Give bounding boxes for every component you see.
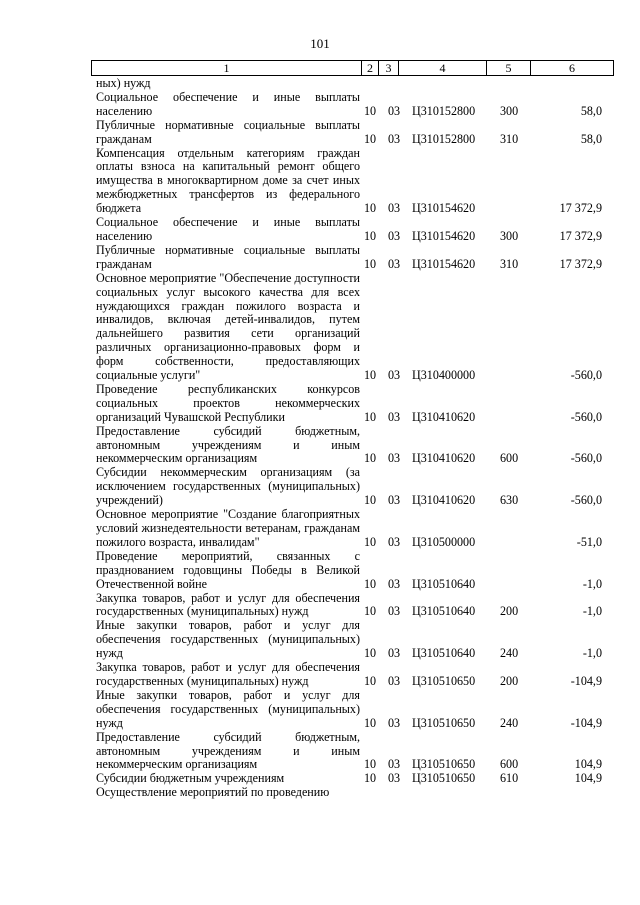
row-cell-c5: 300: [500, 103, 519, 118]
row-cell-c3: 03: [388, 368, 401, 383]
row-cell-c4: Ц310510650: [412, 757, 476, 772]
row-name-cell: Осуществление мероприятий по проведению: [96, 785, 330, 800]
row-cell-c4: Ц310410620: [412, 493, 476, 508]
row-cell-c2: 10: [364, 201, 377, 216]
table-row: [91, 147, 614, 217]
row-cell-c6: -560,0: [570, 368, 602, 383]
row-cell-c6: -560,0: [570, 451, 602, 466]
page-number: 101: [310, 36, 330, 51]
row-name-cell: Субсидии бюджетным учреждениям: [96, 771, 285, 786]
row-name-cell: Закупка товаров, работ и услуг для обеспечения государственных (муниципальных) нужд: [96, 660, 360, 688]
row-name-cell: Публичные нормативные социальные выплаты гражданам: [96, 242, 360, 271]
row-cell-c5: 600: [500, 757, 519, 772]
row-cell-c2: 10: [364, 646, 377, 661]
column-header-3: 3: [379, 61, 399, 75]
row-cell-c6: -51,0: [576, 534, 602, 549]
table-row: [91, 731, 614, 773]
row-cell-c6: 17 372,9: [559, 201, 602, 216]
row-cell-c6: -560,0: [570, 409, 602, 424]
row-cell-c4: Ц310154620: [412, 201, 476, 216]
column-header-5: 5: [487, 61, 531, 75]
row-cell-c6: -1,0: [582, 646, 602, 661]
row-cell-c6: -560,0: [570, 493, 602, 508]
row-cell-c6: -1,0: [582, 604, 602, 619]
row-cell-c6: -1,0: [582, 576, 602, 591]
row-cell-c4: Ц310400000: [412, 368, 476, 383]
table-row: [91, 272, 614, 383]
row-cell-c6: 17 372,9: [559, 228, 602, 243]
row-cell-c6: -104,9: [570, 715, 602, 730]
table-header: [91, 60, 614, 76]
row-cell-c4: Ц310152800: [412, 131, 476, 146]
row-cell-c2: 10: [364, 673, 377, 688]
row-name-cell: Социальное обеспечение и иные выплаты населению: [96, 215, 360, 243]
row-cell-c3: 03: [388, 646, 401, 661]
column-header-4: 4: [399, 61, 487, 75]
row-name-cell: Иные закупки товаров, работ и услуг для обеспечения государственных (муниципальных) нужд: [96, 618, 360, 661]
row-name-cell: Проведение республиканских конкурсов социальных проектов некоммерческих организаций Чувашской Республики: [96, 381, 360, 424]
row-cell-c3: 03: [388, 103, 401, 118]
row-cell-c4: Ц310510650: [412, 771, 476, 786]
row-cell-c2: 10: [364, 131, 377, 146]
table-body: [91, 77, 614, 800]
row-name-cell: Закупка товаров, работ и услуг для обеспечения государственных (муниципальных) нужд: [96, 590, 360, 619]
row-cell-c5: 310: [500, 256, 519, 271]
row-name-cell: Иные закупки товаров, работ и услуг для обеспечения государственных (муниципальных) нужд: [96, 687, 360, 730]
row-cell-c3: 03: [388, 715, 401, 730]
row-name-cell: Социальное обеспечение и иные выплаты населению: [96, 89, 360, 118]
row-cell-c6: 104,9: [574, 757, 602, 772]
table-row: [91, 661, 614, 689]
row-cell-c4: Ц310510650: [412, 673, 476, 688]
row-cell-c3: 03: [388, 228, 401, 243]
row-cell-c4: Ц310510640: [412, 646, 476, 661]
row-cell-c3: 03: [388, 604, 401, 619]
row-cell-c6: 58,0: [580, 131, 602, 146]
row-cell-c2: 10: [364, 368, 377, 383]
row-name-cell: Субсидии некоммерческим организациям (за исключением государственных (муниципальных) учреждений): [96, 465, 360, 508]
row-cell-c2: 10: [364, 228, 377, 243]
row-name-cell: ных) нужд: [96, 76, 151, 90]
row-cell-c5: 630: [500, 493, 519, 508]
row-cell-c4: Ц310410620: [412, 409, 476, 424]
row-cell-c4: Ц310152800: [412, 103, 476, 118]
row-cell-c3: 03: [388, 757, 401, 772]
row-cell-c5: 300: [500, 228, 519, 243]
row-name-cell: Основное мероприятие "Создание благоприятных условий жизнедеятельности ветеранам, гражданам пожилого возраста, инвалидам": [96, 507, 360, 549]
row-cell-c2: 10: [364, 576, 377, 591]
table-row: [91, 244, 614, 272]
table-row: [91, 508, 614, 550]
row-cell-c3: 03: [388, 201, 401, 216]
row-cell-c5: 240: [500, 715, 519, 730]
column-header-2: 2: [362, 61, 379, 75]
table-row: [91, 550, 614, 592]
row-cell-c3: 03: [388, 493, 401, 508]
row-cell-c5: 310: [500, 131, 519, 146]
row-cell-c2: 10: [364, 534, 377, 549]
table-row: [91, 466, 614, 508]
row-cell-c4: Ц310510650: [412, 715, 476, 730]
table-row: [91, 592, 614, 620]
row-cell-c5: 200: [500, 604, 519, 619]
table-row: [91, 689, 614, 731]
row-cell-c6: 58,0: [580, 103, 602, 118]
row-cell-c2: 10: [364, 715, 377, 730]
table-row: [91, 119, 614, 147]
table-row: [91, 619, 614, 661]
row-cell-c3: 03: [388, 534, 401, 549]
row-cell-c5: 600: [500, 451, 519, 466]
row-cell-c3: 03: [388, 451, 401, 466]
row-cell-c5: 610: [500, 771, 519, 786]
row-cell-c4: Ц310154620: [412, 256, 476, 271]
row-name-cell: Проведение мероприятий, связанных с празднованием годовщины Победы в Великой Отечественной войне: [96, 548, 360, 591]
table-row: [91, 383, 614, 425]
column-header-6: 6: [569, 61, 575, 75]
row-cell-c2: 10: [364, 604, 377, 619]
row-cell-c4: Ц310154620: [412, 228, 476, 243]
row-name-cell: Предоставление субсидий бюджетным, автономным учреждениям и иным некоммерческим организациям: [96, 729, 360, 772]
row-cell-c3: 03: [388, 131, 401, 146]
row-cell-c6: 104,9: [574, 771, 602, 786]
row-cell-c2: 10: [364, 493, 377, 508]
table-row: [91, 77, 614, 91]
row-cell-c5: 240: [500, 646, 519, 661]
table-row: [91, 425, 614, 467]
row-cell-c2: 10: [364, 771, 377, 786]
row-cell-c6: 17 372,9: [559, 256, 602, 271]
row-cell-c2: 10: [364, 451, 377, 466]
row-name-cell: Основное мероприятие "Обеспечение доступности социальных услуг высокого качества для всех нуждающихся граждан пожилого возраста и инвалидов, включая детей-инвалидов, путем дальнейшего развития сети организаций различных организационно-правовых форм и форм собственности, предоставляющих социальные услуги": [96, 270, 360, 383]
table-row: [91, 91, 614, 119]
row-cell-c5: 200: [500, 673, 519, 688]
row-cell-c2: 10: [364, 256, 377, 271]
row-name-cell: Компенсация отдельным категориям граждан оплаты взноса на капитальный ремонт общего имущества в многоквартирном доме за счет иных межбюджетных трансфертов из федерального бюджета: [96, 145, 360, 216]
table-row: [91, 772, 614, 786]
table-row: [91, 216, 614, 244]
row-name-cell: Предоставление субсидий бюджетным, автономным учреждениям и иным некоммерческим организациям: [96, 423, 360, 466]
table-row: [91, 786, 614, 800]
row-cell-c3: 03: [388, 771, 401, 786]
row-cell-c4: Ц310510640: [412, 576, 476, 591]
row-cell-c3: 03: [388, 576, 401, 591]
row-cell-c4: Ц310410620: [412, 451, 476, 466]
row-cell-c2: 10: [364, 757, 377, 772]
row-cell-c2: 10: [364, 409, 377, 424]
row-cell-c3: 03: [388, 673, 401, 688]
row-cell-c2: 10: [364, 103, 377, 118]
row-cell-c4: Ц310500000: [412, 534, 476, 549]
row-cell-c6: -104,9: [570, 673, 602, 688]
row-cell-c3: 03: [388, 409, 401, 424]
column-header-1: 1: [92, 61, 362, 75]
row-cell-c4: Ц310510640: [412, 604, 476, 619]
row-name-cell: Публичные нормативные социальные выплаты гражданам: [96, 117, 360, 146]
row-cell-c3: 03: [388, 256, 401, 271]
